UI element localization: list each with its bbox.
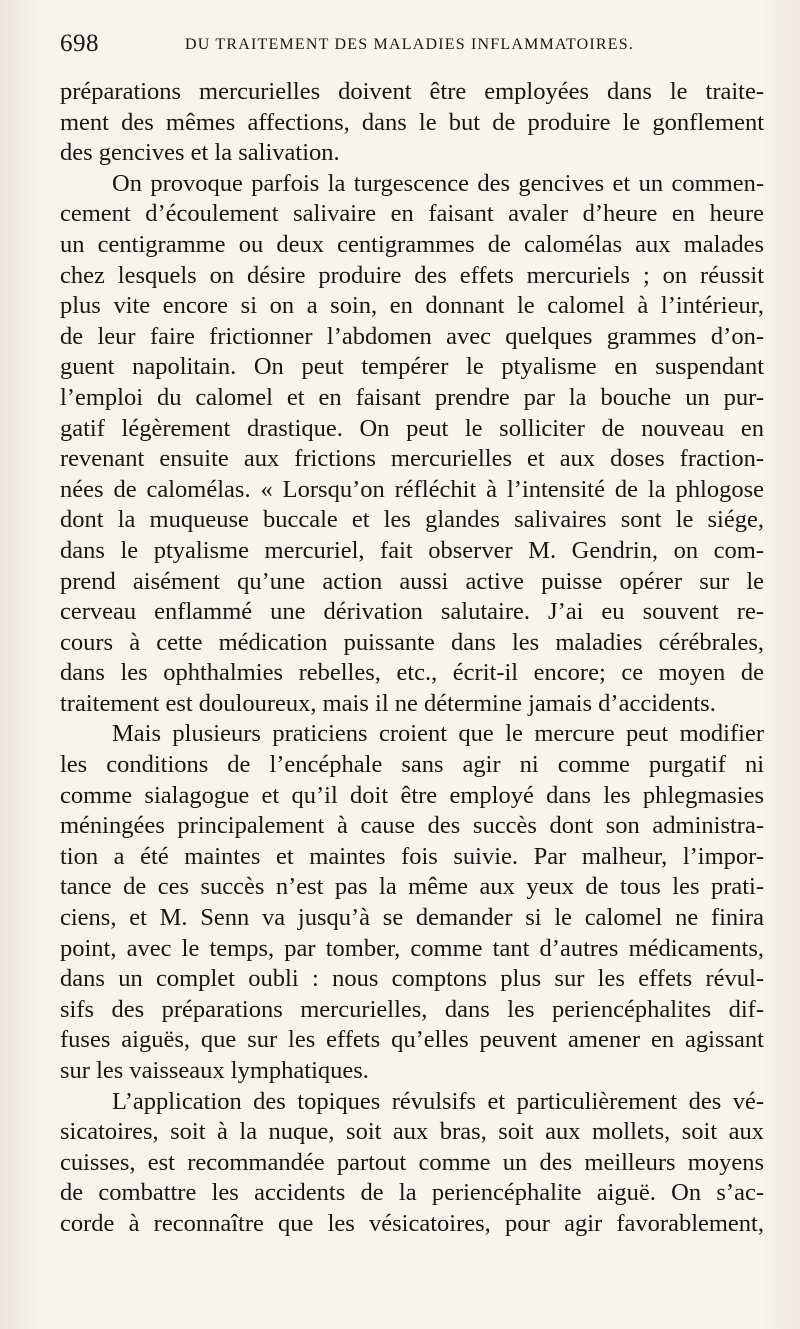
text-line: de leur faire frictionner l’abdomen avec quelques grammes d’on- — [60, 322, 764, 350]
text-line: point, avec le temps, par tomber, comme tant d’autres médicaments, — [60, 934, 764, 962]
text-line: ciens, et M. Senn va jusqu’à se demander si le calomel ne finira — [60, 904, 764, 932]
page-number: 698 — [60, 30, 99, 57]
text-line: gatif légèrement drastique. On peut le solliciter de nouveau en — [60, 414, 764, 442]
text-line: cerveau enflammé une dérivation salutaire. J’ai eu souvent re- — [60, 598, 764, 626]
text-line: traitement est douloureux, mais il ne détermine jamais d’accidents. — [60, 689, 716, 717]
text-line: dans un complet oubli : nous comptons plus sur les effets révul- — [60, 965, 764, 993]
text-line: cours à cette médication puissante dans les maladies cérébrales, — [60, 628, 764, 656]
text-line: dont la muqueuse buccale et les glandes salivaires sont le siége, — [60, 506, 764, 534]
text-line: guent napolitain. On peut tempérer le ptyalisme en suspendant — [60, 353, 764, 381]
text-line: de combattre les accidents de la periencéphalite aiguë. On s’ac- — [60, 1179, 764, 1207]
text-line: dans les ophthalmies rebelles, etc., écrit-il encore; ce moyen de — [60, 659, 764, 687]
text-line: dans le ptyalisme mercuriel, fait observer M. Gendrin, on com- — [60, 536, 764, 564]
text-line: tance de ces succès n’est pas la même aux yeux de tous les prati- — [60, 873, 764, 901]
text-line: prend aisément qu’une action aussi active puisse opérer sur le — [60, 567, 764, 595]
text-line: corde à reconnaître que les vésicatoires, pour agir favorablement, — [60, 1209, 764, 1237]
text-line: un centigramme ou deux centigrammes de calomélas aux malades — [60, 230, 764, 258]
page-header — [60, 30, 760, 66]
text-line: des gencives et la salivation. — [60, 139, 340, 167]
text-line: nées de calomélas. « Lorsqu’on réfléchit à l’intensité de la phlogose — [60, 475, 764, 503]
text-line: ment des mêmes affections, dans le but de produire le gonflement — [60, 108, 764, 136]
text-line: tion a été maintes et maintes fois suivie. Par malheur, l’impor- — [60, 842, 764, 870]
running-title: DU TRAITEMENT DES MALADIES INFLAMMATOIRES. — [185, 36, 635, 53]
text-line: l’emploi du calomel et en faisant prendre par la bouche un pur- — [60, 383, 764, 411]
text-line: sicatoires, soit à la nuque, soit aux bras, soit aux mollets, soit aux — [60, 1118, 764, 1146]
text-line: préparations mercurielles doivent être employées dans le traite- — [60, 78, 764, 105]
text-line: chez lesquels on désire produire des effets mercuriels ; on réussit — [60, 261, 764, 289]
text-line: méningées principalement à cause des succès dont son administra- — [60, 812, 764, 840]
text-line: revenant ensuite aux frictions mercurielles et aux doses fraction- — [60, 445, 764, 473]
text-line: Mais plusieurs praticiens croient que le mercure peut modifier — [112, 720, 764, 748]
body-text — [60, 77, 764, 1240]
text-line: les conditions de l’encéphale sans agir ni comme purgatif ni — [60, 751, 764, 779]
text-line: On provoque parfois la turgescence des gencives et un commen- — [112, 169, 764, 197]
text-line: sur les vaisseaux lymphatiques. — [60, 1057, 369, 1084]
text-line: plus vite encore si on a soin, en donnant le calomel à l’intérieur, — [60, 292, 764, 320]
text-line: cement d’écoulement salivaire en faisant avaler d’heure en heure — [60, 200, 764, 228]
text-line: L’application des topiques révulsifs et particulièrement des vé- — [112, 1087, 764, 1115]
text-line: sifs des préparations mercurielles, dans les periencéphalites dif- — [60, 995, 764, 1023]
text-line: cuisses, est recommandée partout comme un des meilleurs moyens — [60, 1148, 764, 1176]
text-line: fuses aiguës, que sur les effets qu’elles peuvent amener en agissant — [60, 1026, 764, 1054]
text-line: comme sialagogue et qu’il doit être employé dans les phlegmasies — [60, 781, 764, 809]
